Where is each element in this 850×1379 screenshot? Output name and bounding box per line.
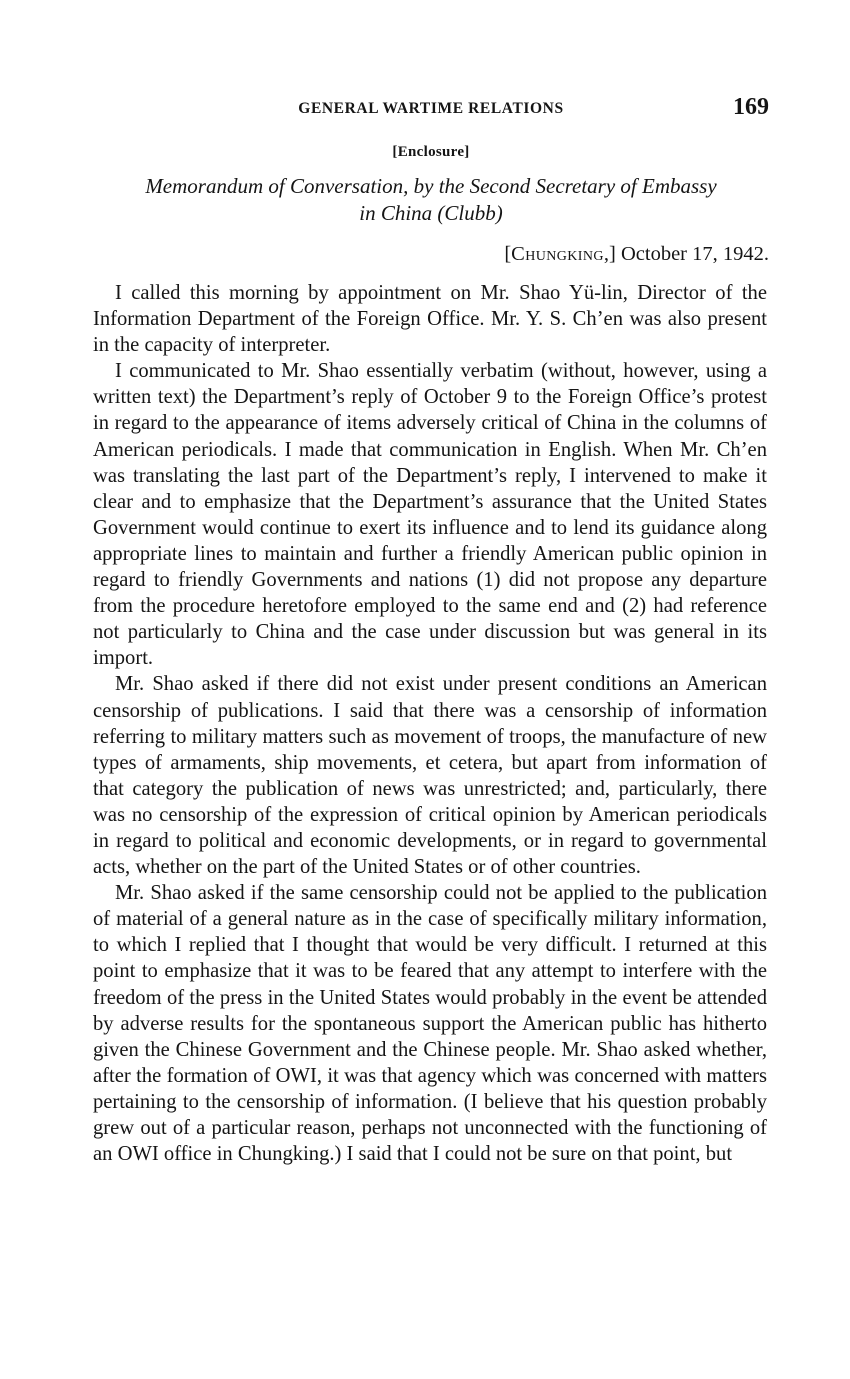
enclosure-label: [Enclosure] (392, 144, 470, 160)
memo-title-line-1: Memorandum of Conversation, by the Second Secretary of Embassy (145, 174, 717, 198)
memo-title-line-2: in China (Clubb) (359, 201, 503, 225)
page-header (93, 94, 769, 128)
dateline-date: October 17, 1942. (620, 243, 769, 265)
dateline-close: ,] (603, 243, 621, 265)
dateline-place: Chungking (511, 243, 604, 265)
memo-body (93, 280, 767, 1167)
dateline (504, 243, 769, 266)
paragraph-1: I called this morning by appointment on Mr. Shao Yü-lin, Director of the Information Department of the Foreign Office. Mr. Y. S. Ch’en was also present in the capacity of interpreter. (93, 282, 767, 357)
running-head: GENERAL WARTIME RELATIONS (298, 100, 564, 117)
memo-title (93, 173, 769, 227)
dateline-open-bracket: [ (504, 243, 512, 265)
paragraph-2: I communicated to Mr. Shao essentially verbatim (without, however, using a written text) the Department’s reply of October 9 to the Foreign Office’s protest in regard to the appearance of items adversely critical of China in the columns of American periodicals. I made that communication in English. When Mr. Ch’en was translating the last part of the Department’s reply, I intervened to make it clear and to emphasize that the Department’s assurance that the United States Government would continue to exert its influence and to lend its guidance along appropriate lines to maintain and further a friendly American public opinion in regard to friendly Governments and nations (1) did not propose any departure from the procedure heretofore employed to the same end and (2) had reference not particularly to China and the case under discussion but was general in its import. (93, 360, 767, 670)
page-number: 169 (733, 94, 769, 120)
paragraph-3: Mr. Shao asked if there did not exist under present conditions an American censorship of publications. I said that there was a censorship of information referring to military matters such as movement of troops, the manufacture of new types of armaments, ship movements, et cetera, but apart from information of that category the publication of news was unrestricted; and, particularly, there was no censorship of the expression of critical opinion by American periodicals in regard to political and economic developments, or in regard to governmental acts, whether on the part of the United States or of other countries. (93, 673, 767, 879)
paragraph-4: Mr. Shao asked if the same censorship could not be applied to the publication of material of a general nature as in the case of specifically military information, to which I replied that I thought that would be very difficult. I returned at this point to emphasize that it was to be feared that any attempt to interfere with the freedom of the press in the United States would probably in the event be attended by adverse results for the spontaneous support the American public has hitherto given the Chinese Government and the Chinese people. Mr. Shao asked whether, after the formation of OWI, it was that agency which was concerned with matters pertaining to the censorship of information. (I believe that his question probably grew out of a particular reason, perhaps not unconnected with the functioning of an OWI office in Chungking.) I said that I could not be sure on that point, but (93, 882, 767, 1166)
